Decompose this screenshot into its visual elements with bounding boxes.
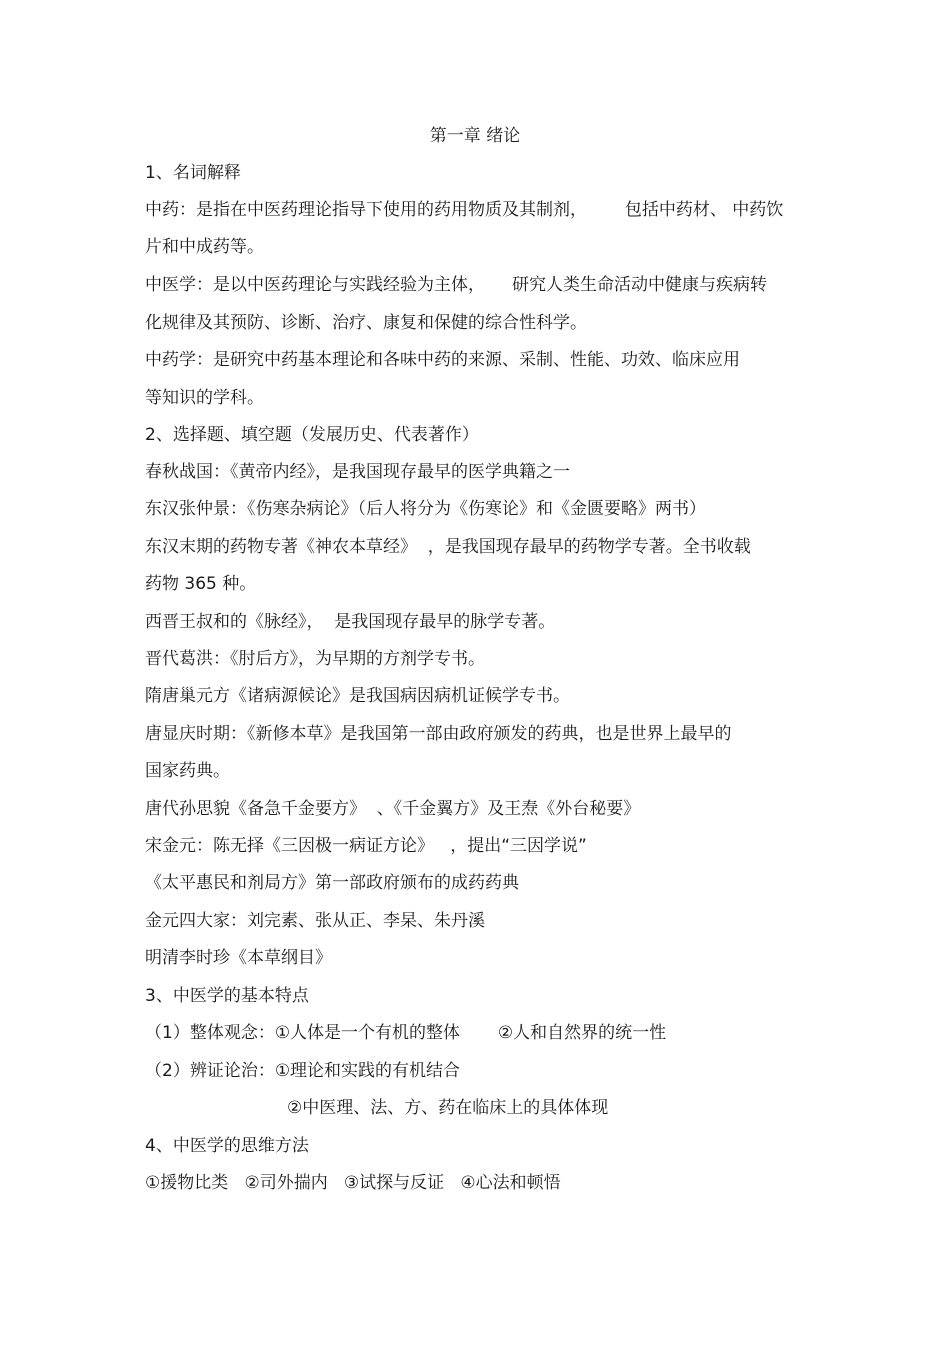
text-line: 等知识的学科。 xyxy=(145,388,264,408)
text-line: 片和中成药等。 xyxy=(145,237,264,257)
text-line: 东汉末期的药物专著《神农本草经》 ，是我国现存最早的药物学专著。全书收载 xyxy=(145,537,751,557)
text-line: 唐代孙思貌《备急千金要方》 、《千金翼方》及王焘《外台秘要》 xyxy=(145,799,641,819)
text-line: 金元四大家：刘完素、张从正、李杲、朱丹溪 xyxy=(145,911,485,931)
text-line: （1）整体观念：①人体是一个有机的整体 ②人和自然界的统一性 xyxy=(145,1023,667,1043)
text-line: 《太平惠民和剂局方》第一部政府颁布的成药药典 xyxy=(145,873,519,893)
section-heading-2: 2、选择题、填空题（发展历史、代表著作） xyxy=(145,425,479,445)
text-line: 西晋王叔和的《脉经》， 是我国现存最早的脉学专著。 xyxy=(145,612,556,632)
text-line: 药物 365 种。 xyxy=(145,574,257,594)
text-line: （2）辨证论治：①理论和实践的有机结合 xyxy=(145,1061,461,1081)
chapter-title: 第一章 绪论 xyxy=(429,126,521,146)
text-line: 东汉张仲景：《伤寒杂病论》（后人将分为《伤寒论》和《金匮要略》两书） xyxy=(145,499,706,519)
text-line: 春秋战国：《黄帝内经》，是我国现存最早的医学典籍之一 xyxy=(145,462,570,482)
text-line: ①援物比类 ②司外揣内 ③试探与反证 ④心法和顿悟 xyxy=(145,1173,561,1193)
section-heading-3: 3、中医学的基本特点 xyxy=(145,986,309,1006)
text-line: 中药学：是研究中药基本理论和各味中药的来源、采制、性能、功效、临床应用 xyxy=(145,350,740,370)
text-line: 隋唐巢元方《诸病源候论》是我国病因病机证候学专书。 xyxy=(145,686,570,706)
section-heading-1: 1、名词解释 xyxy=(145,163,241,183)
text-line: 晋代葛洪：《肘后方》，为早期的方剂学专书。 xyxy=(145,649,485,669)
text-line: 明清李时珍《本草纲目》 xyxy=(145,948,332,968)
section-heading-4: 4、中医学的思维方法 xyxy=(145,1136,309,1156)
text-line: ②中医理、法、方、药在临床上的具体体现 xyxy=(287,1098,609,1118)
text-line: 国家药典。 xyxy=(145,761,230,781)
text-line: 宋金元：陈无择《三因极一病证方论》 ，提出“三因学说” xyxy=(145,836,587,856)
text-line: 唐显庆时期：《新修本草》是我国第一部由政府颁发的药典，也是世界上最早的 xyxy=(145,724,732,744)
text-line: 中药：是指在中医药理论指导下使用的药用物质及其制剂， 包括中药材、 中药饮 xyxy=(145,200,784,220)
text-line: 化规律及其预防、诊断、治疗、康复和保健的综合性科学。 xyxy=(145,313,587,333)
text-line: 中医学：是以中医药理论与实践经验为主体， 研究人类生命活动中健康与疾病转 xyxy=(145,275,768,295)
